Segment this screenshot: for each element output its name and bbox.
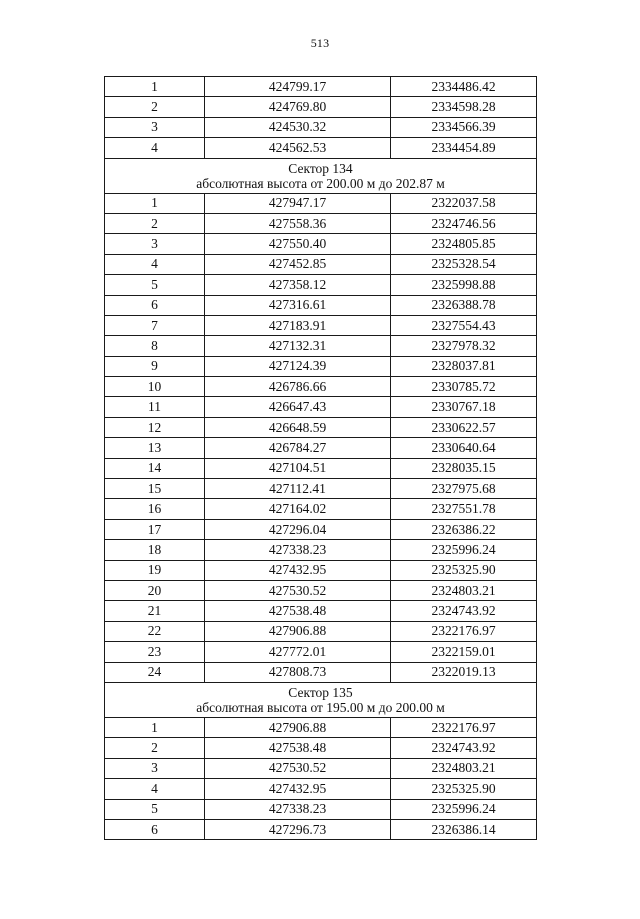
point-number-cell: 8 [105,336,205,356]
table-row [105,738,537,758]
point-number-cell: 10 [105,377,205,397]
y-coordinate-cell: 2322176.97 [391,717,537,737]
point-number-cell: 7 [105,315,205,335]
x-coordinate-cell: 426784.27 [205,438,391,458]
y-coordinate-cell: 2334486.42 [391,77,537,97]
x-coordinate-cell: 424562.53 [205,138,391,158]
y-coordinate-cell: 2334566.39 [391,117,537,137]
point-number-cell: 21 [105,601,205,621]
point-number-cell: 23 [105,642,205,662]
point-number-cell: 6 [105,819,205,839]
sector-altitude-range: абсолютная высота от 200.00 м до 202.87 м [196,175,445,191]
point-number-cell: 2 [105,97,205,117]
x-coordinate-cell: 427530.52 [205,580,391,600]
table-row [105,519,537,539]
x-coordinate-cell: 424530.32 [205,117,391,137]
y-coordinate-cell: 2330622.57 [391,417,537,437]
table-row [105,819,537,839]
sector-title: Сектор 134 [288,160,353,176]
point-number-cell: 16 [105,499,205,519]
y-coordinate-cell: 2328037.81 [391,356,537,376]
x-coordinate-cell: 427296.73 [205,819,391,839]
point-number-cell: 3 [105,758,205,778]
y-coordinate-cell: 2325325.90 [391,779,537,799]
table-row [105,540,537,560]
table-row [105,254,537,274]
sector-altitude-range: абсолютная высота от 195.00 м до 200.00 м [196,699,445,715]
x-coordinate-cell: 427452.85 [205,254,391,274]
x-coordinate-cell: 427338.23 [205,540,391,560]
x-coordinate-cell: 427358.12 [205,275,391,295]
y-coordinate-cell: 2322176.97 [391,621,537,641]
point-number-cell: 1 [105,193,205,213]
sector-header-cell [105,158,537,193]
point-number-cell: 13 [105,438,205,458]
table-row [105,621,537,641]
table-row [105,397,537,417]
table-row [105,580,537,600]
table-row [105,234,537,254]
point-number-cell: 18 [105,540,205,560]
y-coordinate-cell: 2324746.56 [391,213,537,233]
y-coordinate-cell: 2325325.90 [391,560,537,580]
x-coordinate-cell: 427906.88 [205,717,391,737]
point-number-cell: 5 [105,275,205,295]
point-number-cell: 15 [105,479,205,499]
table-row [105,356,537,376]
y-coordinate-cell: 2326386.14 [391,819,537,839]
y-coordinate-cell: 2327551.78 [391,499,537,519]
point-number-cell: 3 [105,234,205,254]
x-coordinate-cell: 427338.23 [205,799,391,819]
x-coordinate-cell: 427947.17 [205,193,391,213]
x-coordinate-cell: 427538.48 [205,601,391,621]
x-coordinate-cell: 426647.43 [205,397,391,417]
table-row [105,499,537,519]
point-number-cell: 12 [105,417,205,437]
point-number-cell: 5 [105,799,205,819]
table-row [105,117,537,137]
y-coordinate-cell: 2322159.01 [391,642,537,662]
y-coordinate-cell: 2326388.78 [391,295,537,315]
y-coordinate-cell: 2330767.18 [391,397,537,417]
x-coordinate-cell: 427432.95 [205,560,391,580]
point-number-cell: 2 [105,213,205,233]
y-coordinate-cell: 2334598.28 [391,97,537,117]
sector-header-cell [105,682,537,717]
table-row [105,662,537,682]
table-row [105,758,537,778]
y-coordinate-cell: 2330640.64 [391,438,537,458]
table-row [105,479,537,499]
coordinates-table-body [105,77,537,840]
y-coordinate-cell: 2327978.32 [391,336,537,356]
table-row [105,642,537,662]
x-coordinate-cell: 427432.95 [205,779,391,799]
x-coordinate-cell: 427906.88 [205,621,391,641]
point-number-cell: 11 [105,397,205,417]
point-number-cell: 24 [105,662,205,682]
y-coordinate-cell: 2326386.22 [391,519,537,539]
y-coordinate-cell: 2330785.72 [391,377,537,397]
x-coordinate-cell: 424769.80 [205,97,391,117]
point-number-cell: 20 [105,580,205,600]
table-row [105,295,537,315]
y-coordinate-cell: 2324803.21 [391,758,537,778]
point-number-cell: 6 [105,295,205,315]
y-coordinate-cell: 2325998.88 [391,275,537,295]
x-coordinate-cell: 427124.39 [205,356,391,376]
x-coordinate-cell: 427530.52 [205,758,391,778]
table-row [105,97,537,117]
x-coordinate-cell: 427772.01 [205,642,391,662]
x-coordinate-cell: 424799.17 [205,77,391,97]
y-coordinate-cell: 2324803.21 [391,580,537,600]
x-coordinate-cell: 427558.36 [205,213,391,233]
point-number-cell: 4 [105,779,205,799]
sector-header-row [105,682,537,717]
table-row [105,315,537,335]
table-row [105,275,537,295]
x-coordinate-cell: 427808.73 [205,662,391,682]
table-row [105,336,537,356]
point-number-cell: 9 [105,356,205,376]
x-coordinate-cell: 427316.61 [205,295,391,315]
sector-header-row [105,158,537,193]
point-number-cell: 4 [105,254,205,274]
y-coordinate-cell: 2322037.58 [391,193,537,213]
x-coordinate-cell: 426648.59 [205,417,391,437]
coordinates-table [104,76,537,840]
y-coordinate-cell: 2334454.89 [391,138,537,158]
x-coordinate-cell: 427538.48 [205,738,391,758]
point-number-cell: 4 [105,138,205,158]
sector-title: Сектор 135 [288,684,353,700]
y-coordinate-cell: 2327975.68 [391,479,537,499]
y-coordinate-cell: 2325328.54 [391,254,537,274]
x-coordinate-cell: 427296.04 [205,519,391,539]
table-row [105,417,537,437]
point-number-cell: 17 [105,519,205,539]
y-coordinate-cell: 2324805.85 [391,234,537,254]
table-row [105,138,537,158]
table-row [105,560,537,580]
table-row [105,77,537,97]
point-number-cell: 1 [105,77,205,97]
table-row [105,717,537,737]
x-coordinate-cell: 427183.91 [205,315,391,335]
table-row [105,193,537,213]
y-coordinate-cell: 2322019.13 [391,662,537,682]
y-coordinate-cell: 2324743.92 [391,601,537,621]
table-row [105,438,537,458]
y-coordinate-cell: 2325996.24 [391,540,537,560]
table-row [105,779,537,799]
table-row [105,213,537,233]
point-number-cell: 22 [105,621,205,641]
y-coordinate-cell: 2324743.92 [391,738,537,758]
y-coordinate-cell: 2325996.24 [391,799,537,819]
table-row [105,458,537,478]
x-coordinate-cell: 426786.66 [205,377,391,397]
y-coordinate-cell: 2328035.15 [391,458,537,478]
point-number-cell: 3 [105,117,205,137]
table-row [105,377,537,397]
x-coordinate-cell: 427112.41 [205,479,391,499]
point-number-cell: 14 [105,458,205,478]
x-coordinate-cell: 427104.51 [205,458,391,478]
x-coordinate-cell: 427132.31 [205,336,391,356]
x-coordinate-cell: 427164.02 [205,499,391,519]
y-coordinate-cell: 2327554.43 [391,315,537,335]
table-row [105,601,537,621]
x-coordinate-cell: 427550.40 [205,234,391,254]
table-row [105,799,537,819]
point-number-cell: 1 [105,717,205,737]
point-number-cell: 19 [105,560,205,580]
page-number: 513 [310,36,330,50]
point-number-cell: 2 [105,738,205,758]
